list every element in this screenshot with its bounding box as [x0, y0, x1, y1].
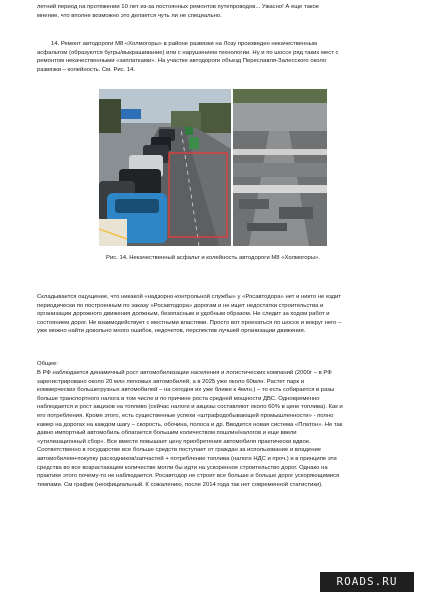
text-line: мнение, что вполне возможно это делается чуть ли не специально. [37, 12, 222, 19]
text-line: «утилизационный сбор». Все вместе повышает цену приобретения автомобиля практически вдвое. [37, 438, 311, 445]
text-line: автомобилем+покупку расходников/запчастей + потребление топлива (налоги НДС и проч.) и в принципе эти [37, 455, 337, 462]
text-line: развязки – колейность. См. Рис. 14. [37, 66, 136, 73]
text-line: состоянием дорог. Не взаимодействует с местными властями. Просто вот проехаться по шоссе и вокруг него – [37, 319, 342, 326]
text-line: камер на дорогах на каждом шагу – скорость, обочина, полоса и др. Вводится новая система «Платон». Не так [37, 421, 343, 428]
road-photo-figure [99, 89, 327, 246]
item-14-paragraph [37, 40, 389, 74]
text-line: В РФ наблюдается динамичный рост автомобилизации населения и логистических компаний (2000г – в РФ [37, 370, 332, 376]
text-line: его потребления. Кроме этого, есть существенные успехи «штрафодобывающей промышленности» - полно [37, 412, 334, 419]
road-photo [99, 89, 327, 246]
text-line: 14. Ремонт автодороги М8 «Холмогоры» в районе развязки на Лозу произведен некачественным [51, 41, 317, 47]
text-line: периодически по построенным по заказу «Росавтодора» дорогам и не ищет недостатки строительства и [37, 302, 324, 309]
general-paragraph [37, 369, 389, 489]
figure-caption: Рис. 14. Некачественный асфальт и колейность автодороги М8 «Холмогоры». [106, 255, 320, 261]
text-line: ремонтом некачественными «заплатками». На участке автодороги объезд Переславля-Залесского около [37, 58, 327, 65]
intro-paragraph [37, 3, 389, 20]
text-line: зарегистрировано около 20 млн легковых автомобилей, а в 2025 уже около 60млн. Растет парк и [37, 378, 305, 385]
text-line: давно импортный автомобиль облагается большим количеством пошлин/налогов и еще ввели [37, 430, 297, 437]
text-line: средства во все возрастающем количестве могли бы идти на ускоренное строительство дорог. Однако на [37, 464, 328, 471]
text-line: летний период на протяжении 10 лет из-за постоянных ремонтов путепроводов... Ужасно! А еще такое [37, 4, 320, 10]
text-line: Соответственно в государстве все больше средств поступает от граждан за использование и владение [37, 447, 322, 454]
text-line: коммерческих большегрузных автомобилей – на сегодня их уже ближе к 4млн.) – то есть собирается в разы [37, 387, 335, 394]
text-line: Складывается ощущение, что никакой «надзорно-контрольной службы» у «Росавтодора» нет и никто не ездит [37, 294, 342, 300]
observation-paragraph [37, 293, 389, 336]
text-line: организации дорожного движения должным, безопасным и удобным образом. Не следит за ходом работ и [37, 311, 330, 318]
text-line: асфальтом (образуются бугры/выкрашивание) или с нарушением технологии. Ну и по шоссе ряд таких мест с [37, 49, 339, 56]
site-watermark: ROADS.RU [320, 572, 414, 592]
section-heading: Общее: [37, 361, 58, 367]
text-line: темпами. См график (неофициальный. К сожалению, после 2014 года так нет современной статистики). [37, 481, 323, 488]
text-line: практике этого почему-то не наблюдается. Росавтодор не строит все больше и больше дорог ускоряющимися [37, 473, 340, 480]
text-line: больше транспортного налога в том числе и по причине роста средней мощности ДВС. Одновременно [37, 395, 320, 402]
text-line: уже можно найти довольно много ошибок, недочетов, перспектив лучшей организации движения. [37, 328, 306, 335]
text-line: наблюдается и рост акцизов на топливо (сейчас налоги и акцизы составляют около 60% в цене топлива). Как и [37, 404, 343, 411]
traffic-photo-panel [99, 89, 231, 246]
asphalt-closeup-panel [233, 89, 327, 246]
